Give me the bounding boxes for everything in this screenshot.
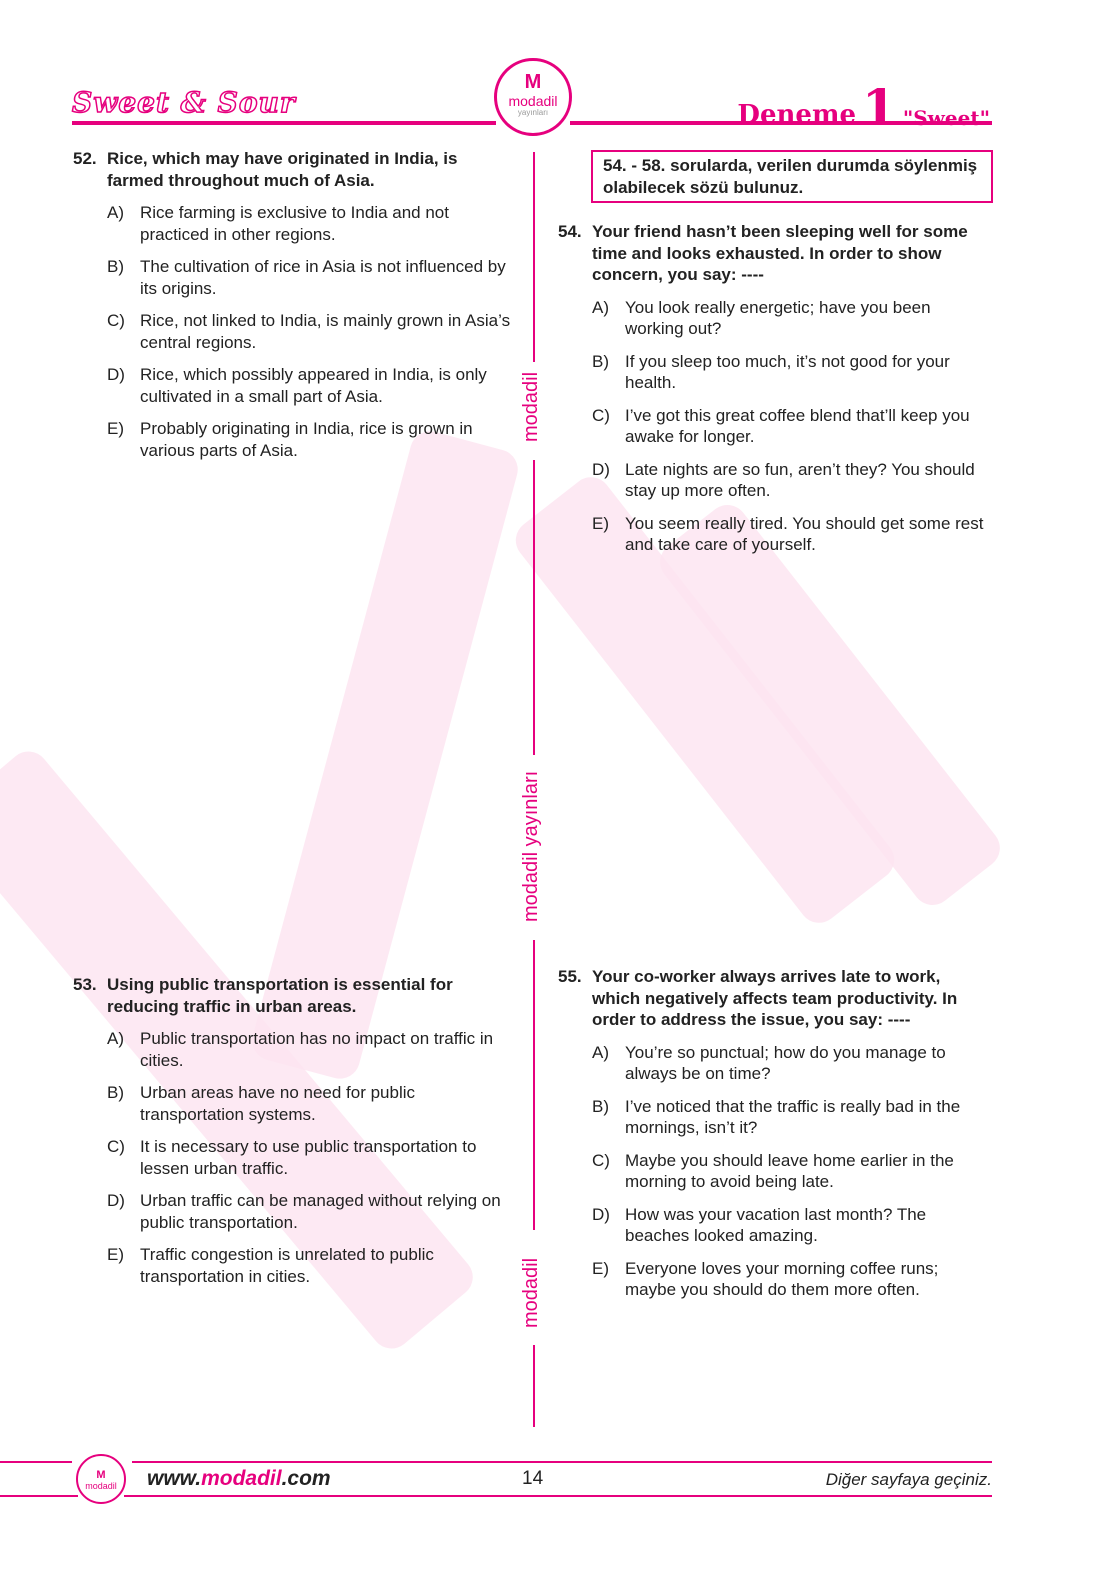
option-b[interactable] — [592, 1096, 993, 1139]
column-divider — [533, 1345, 535, 1427]
footer-rule-bottom-left — [0, 1495, 78, 1497]
spine-label: modadil — [520, 371, 542, 442]
option-letter: A) — [107, 1029, 124, 1048]
text: Your friend hasn’t been sleeping well for some time and looks exhausted. In order to show concern, you say: ---- — [592, 222, 968, 284]
option-letter: C) — [107, 311, 125, 330]
text: You seem really tired. You should get some rest and take care of yourself. — [625, 513, 984, 554]
text: Traffic congestion is unrelated to public transportation in cities. — [140, 1245, 434, 1286]
text: modadil — [201, 1467, 282, 1490]
option-d[interactable] — [107, 1190, 513, 1233]
text: www. — [147, 1467, 202, 1490]
text: 1 — [862, 78, 897, 137]
text: Probably originating in India, rice is grown in various parts of Asia. — [140, 419, 473, 460]
option-d[interactable] — [107, 364, 513, 407]
question-52 — [73, 148, 513, 461]
text: yayınları — [517, 108, 549, 117]
text: Urban traffic can be managed without relying on public transportation. — [140, 1191, 501, 1232]
publisher-logo — [494, 58, 572, 136]
column-divider — [533, 940, 535, 1230]
option-e[interactable] — [107, 418, 513, 461]
text: Urban areas have no need for public transportation systems. — [140, 1083, 416, 1124]
option-letter: A) — [592, 1042, 609, 1062]
option-c[interactable] — [107, 1136, 513, 1179]
text: 55. — [558, 967, 582, 986]
text: Public transportation has no impact on traffic in cities. — [140, 1029, 494, 1070]
option-letter: E) — [107, 1245, 124, 1264]
text: If you sleep too much, it’s not good for your health. — [625, 351, 950, 392]
page-number: 14 — [522, 1468, 544, 1489]
text: "Sweet" — [902, 106, 990, 130]
footer-rule-left — [0, 1461, 72, 1463]
text: Rice, which possibly appeared in India, is only cultivated in a small part of Asia. — [140, 365, 487, 406]
text: You look really energetic; have you been working out? — [625, 297, 931, 338]
option-letter: B) — [592, 1096, 609, 1116]
text: 52. — [73, 149, 97, 168]
text: Everyone loves your morning coffee runs; maybe you should do them more often. — [625, 1258, 939, 1299]
text: 53. — [73, 975, 97, 994]
text: Deneme — [737, 100, 857, 130]
option-c[interactable] — [107, 310, 513, 353]
text: I’ve got this great coffee blend that’ll keep you awake for longer. — [625, 405, 970, 446]
option-c[interactable] — [592, 1150, 993, 1193]
text: 54. — [558, 222, 582, 241]
option-letter: A) — [107, 203, 124, 222]
text: Maybe you should leave home earlier in the morning to avoid being late. — [625, 1150, 954, 1191]
option-c[interactable] — [592, 405, 993, 448]
option-d[interactable] — [592, 459, 993, 502]
option-a[interactable] — [592, 1042, 993, 1085]
text: How was your vacation last month? The beaches looked amazing. — [625, 1204, 927, 1245]
series-title: Sweet & Sour — [72, 86, 296, 119]
option-letter: D) — [592, 1204, 610, 1224]
website-link[interactable] — [147, 1467, 331, 1491]
option-e[interactable] — [592, 513, 993, 556]
next-page-note: Diğer sayfaya geçiniz. — [825, 1470, 992, 1489]
column-divider — [533, 460, 535, 755]
option-letter: C) — [592, 1150, 610, 1170]
option-a[interactable] — [592, 297, 993, 340]
option-letter: E) — [592, 1258, 609, 1278]
option-letter: D) — [107, 1191, 125, 1210]
option-letter: B) — [107, 1083, 124, 1102]
option-b[interactable] — [107, 1082, 513, 1125]
text: Rice farming is exclusive to India and not practiced in other regions. — [140, 203, 449, 244]
instruction-box: 54. - 58. sorularda, verilen durumda söylenmiş olabilecek sözü bulunuz. — [591, 150, 993, 203]
text: .com — [281, 1467, 331, 1490]
option-b[interactable] — [107, 256, 513, 299]
question-54 — [558, 221, 993, 286]
option-letter: E) — [592, 513, 609, 533]
text: modadil — [508, 93, 558, 109]
footer-rule — [132, 1461, 992, 1463]
text: Late nights are so fun, aren’t they? You should stay up more often. — [625, 459, 975, 500]
footer-logo — [76, 1454, 126, 1504]
option-letter: A) — [592, 297, 609, 317]
text: I’ve noticed that the traffic is really bad in the mornings, isn’t it? — [625, 1096, 961, 1137]
option-letter: D) — [107, 365, 125, 384]
option-a[interactable] — [107, 202, 513, 245]
option-a[interactable] — [107, 1028, 513, 1071]
option-e[interactable] — [592, 1258, 993, 1301]
text: Rice, which may have originated in India, is farmed throughout much of Asia. — [107, 149, 458, 190]
text: It is necessary to use public transportation to lessen urban traffic. — [140, 1137, 477, 1178]
right-column-top — [558, 150, 993, 556]
text: Your co-worker always arrives late to work, which negatively affects team productivity. In order to address the issue, you say: ---- — [592, 967, 958, 1029]
option-b[interactable] — [592, 351, 993, 394]
exam-title — [737, 78, 990, 137]
spine-label: modadil yayınları — [520, 770, 542, 922]
question-55 — [558, 966, 993, 1301]
option-letter: C) — [592, 405, 610, 425]
text: modadil — [85, 1481, 117, 1491]
option-letter: C) — [107, 1137, 125, 1156]
text: The cultivation of rice in Asia is not influenced by its origins. — [140, 257, 506, 298]
option-d[interactable] — [592, 1204, 993, 1247]
option-e[interactable] — [107, 1244, 513, 1287]
text: Rice, not linked to India, is mainly grown in Asia’s central regions. — [140, 311, 511, 352]
option-letter: D) — [592, 459, 610, 479]
option-letter: B) — [592, 351, 609, 371]
option-letter: B) — [107, 257, 124, 276]
footer-rule-bottom — [124, 1495, 992, 1497]
spine-label: modadil — [520, 1257, 542, 1328]
logo-m-icon: M — [524, 71, 542, 93]
header-rule-left — [72, 121, 496, 125]
text: You’re so punctual; how do you manage to always be on time? — [625, 1042, 946, 1083]
column-divider — [533, 152, 535, 362]
logo-m-icon: M — [96, 1469, 106, 1481]
text: Using public transportation is essential for reducing traffic in urban areas. — [107, 975, 453, 1016]
option-letter: E) — [107, 419, 124, 438]
question-53 — [73, 974, 513, 1287]
